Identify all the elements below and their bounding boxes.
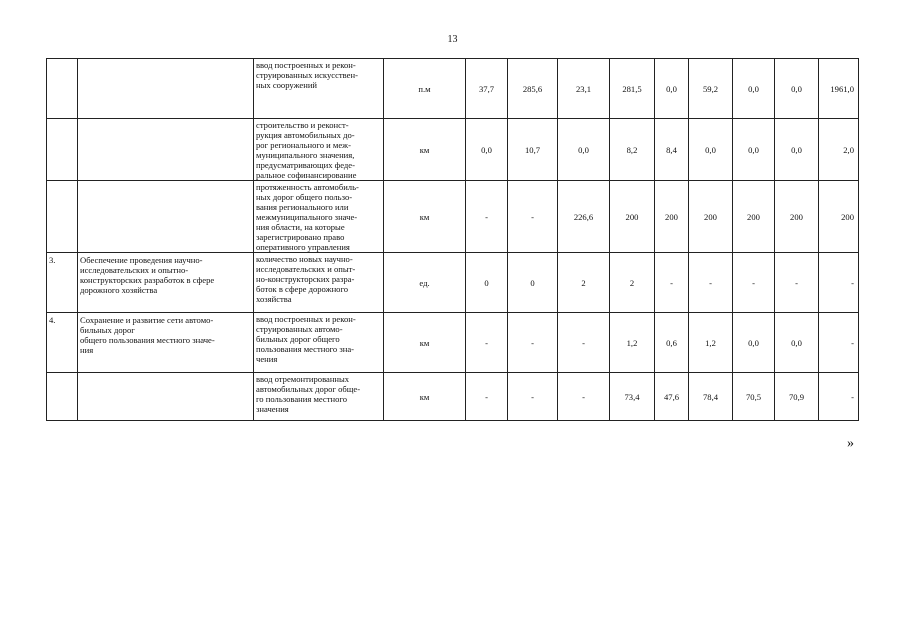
unit-cell: км [384,119,466,181]
value-cell: 70,9 [775,373,819,421]
indicator-cell [254,119,384,181]
value-cell: 47,6 [655,373,689,421]
indicator-text-line: ральное софинансирование [256,170,357,180]
value-cell: 0,0 [775,313,819,373]
row-number [47,59,78,119]
indicator-text-line: струированных автомо- [256,324,343,334]
indicator-text-line: зарегистрировано право [256,232,345,242]
unit-cell: ед. [384,253,466,313]
unit-cell: п.м [384,59,466,119]
indicator-text-line: оперативного управления [256,242,350,252]
value-cell: - [508,313,558,373]
table-row [47,59,859,119]
value-cell: 2 [558,253,610,313]
indicator-text-line: муниципального значения, [256,150,355,160]
indicator-text-line: автомобильных дорог обще- [256,384,361,394]
value-cell: 1961,0 [819,59,859,119]
indicator-text-line: межмуниципального значе- [256,212,358,222]
value-cell: - [819,313,859,373]
task-cell [78,253,254,313]
page-number: 13 [447,34,458,45]
indicator-text-line: вания регионального или [256,202,349,212]
indicator-text-line: исследовательских и опыт- [256,264,356,274]
task-text-line: Сохранение и развитие сети автомо- [80,315,214,325]
value-cell: 226,6 [558,181,610,253]
value-cell: 1,2 [610,313,655,373]
value-cell: 285,6 [508,59,558,119]
indicators-table [46,58,859,421]
indicator-cell [254,59,384,119]
value-cell: 8,4 [655,119,689,181]
indicator-text-line: бильных дорог общего [256,334,340,344]
value-cell: 200 [775,181,819,253]
indicator-text-line: ввод построенных и рекон- [256,314,356,324]
value-cell: 281,5 [610,59,655,119]
task-text-line: бильных дорог [80,325,135,335]
indicator-text-line: го пользования местного [256,394,347,404]
value-cell: 200 [733,181,775,253]
row-number: 4. [47,313,78,373]
indicator-text-line: строительство и реконст- [256,120,349,130]
indicator-text-line: протяженность автомобиль- [256,182,359,192]
table-row [47,373,859,421]
value-cell: 70,5 [733,373,775,421]
table-row [47,313,859,373]
value-cell: 1,2 [689,313,733,373]
indicator-text-line: ния области, на которые [256,222,345,232]
task-cell [78,181,254,253]
indicator-text-line: рог регионального и меж- [256,140,351,150]
value-cell: 0,0 [733,59,775,119]
value-cell: 0,0 [733,119,775,181]
value-cell: 200 [610,181,655,253]
indicator-text-line: ввод построенных и рекон- [256,60,356,70]
value-cell: 0,0 [466,119,508,181]
indicator-text-line: ных сооружений [256,80,318,90]
value-cell: - [775,253,819,313]
task-text-line: Обеспечение проведения научно- [80,255,203,265]
value-cell: - [655,253,689,313]
indicator-text-line: боток в сфере дорожного [256,284,349,294]
row-number [47,373,78,421]
value-cell: - [733,253,775,313]
value-cell: 2,0 [819,119,859,181]
task-cell [78,373,254,421]
indicator-text-line: значения [256,404,289,414]
task-cell [78,119,254,181]
value-cell: - [508,373,558,421]
value-cell: 73,4 [610,373,655,421]
indicator-text-line: чения [256,354,278,364]
value-cell: - [466,181,508,253]
value-cell: 0,0 [775,119,819,181]
row-number: 3. [47,253,78,313]
value-cell: 78,4 [689,373,733,421]
indicator-text-line: количество новых научно- [256,254,353,264]
value-cell: 59,2 [689,59,733,119]
value-cell: - [508,181,558,253]
unit-cell: км [384,313,466,373]
task-text-line: ния [80,345,94,355]
value-cell: 0 [466,253,508,313]
value-cell: 8,2 [610,119,655,181]
task-text-line: дорожного хозяйства [80,285,158,295]
unit-cell: км [384,181,466,253]
value-cell: 0,0 [655,59,689,119]
indicator-text-line: ных дорог общего пользо- [256,192,353,202]
indicator-text-line: пользования местного зна- [256,344,355,354]
indicator-cell [254,253,384,313]
closing-quote-mark: » [847,436,854,451]
value-cell: 200 [655,181,689,253]
indicator-text-line: струированных искусствен- [256,70,358,80]
indicator-text-line: ввод отремонтированных [256,374,350,384]
value-cell: 10,7 [508,119,558,181]
unit-cell: км [384,373,466,421]
task-text-line: исследовательских и опытно- [80,265,189,275]
indicator-text-line: рукция автомобильных до- [256,130,355,140]
indicator-text-line: предусматривающих феде- [256,160,355,170]
value-cell: - [819,253,859,313]
value-cell: 200 [689,181,733,253]
value-cell: 0,0 [558,119,610,181]
value-cell: - [466,313,508,373]
value-cell: 0 [508,253,558,313]
value-cell: 0,0 [689,119,733,181]
indicator-cell [254,313,384,373]
value-cell: 0,0 [775,59,819,119]
value-cell: 0,0 [733,313,775,373]
value-cell: 0,6 [655,313,689,373]
value-cell: 2 [610,253,655,313]
task-cell [78,59,254,119]
task-text-line: общего пользования местного значе- [80,335,215,345]
table-row [47,181,859,253]
value-cell: 37,7 [466,59,508,119]
row-number [47,119,78,181]
table-row [47,119,859,181]
value-cell: - [689,253,733,313]
indicator-cell [254,373,384,421]
value-cell: - [819,373,859,421]
indicator-text-line: хозяйства [256,294,292,304]
value-cell: - [558,313,610,373]
task-text-line: конструкторских разработок в сфере [80,275,215,285]
task-cell [78,313,254,373]
table-row [47,253,859,313]
value-cell: - [558,373,610,421]
indicator-cell [254,181,384,253]
value-cell: 23,1 [558,59,610,119]
row-number [47,181,78,253]
value-cell: - [466,373,508,421]
value-cell: 200 [819,181,859,253]
indicator-text-line: но-конструкторских разра- [256,274,355,284]
